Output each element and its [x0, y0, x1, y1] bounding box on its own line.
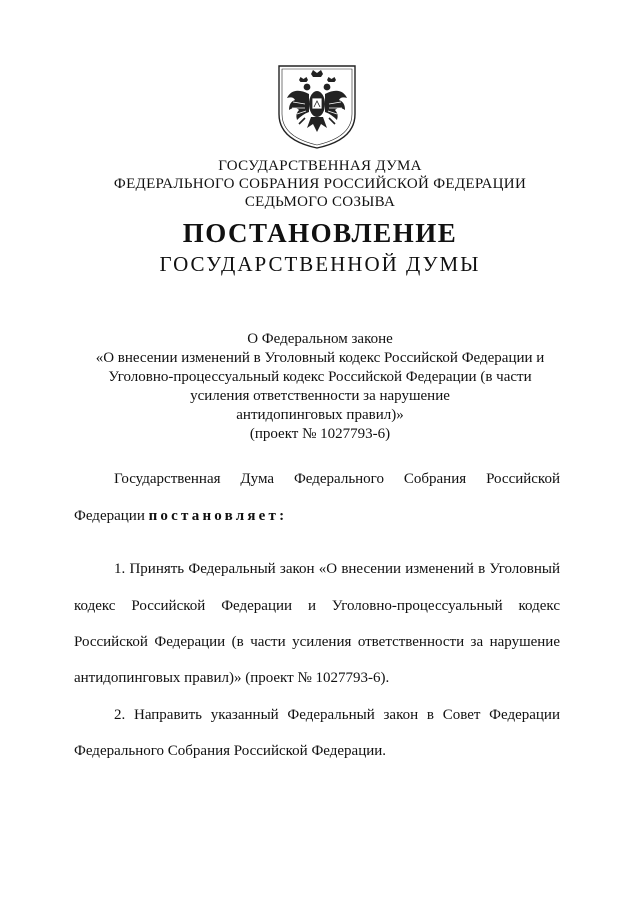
item-1-line-2: кодекс Российской Федерации и Уголовно-процессуальный кодекс	[74, 598, 560, 614]
about-line-6: (проект № 1027793-6)	[249, 426, 391, 442]
about-line-1: О Федеральном законе	[247, 331, 393, 347]
preamble-line-2	[74, 506, 560, 526]
item-2-line-2: Федерального Собрания Российской Федерации.	[74, 743, 387, 759]
decree-verb: постановляет:	[148, 508, 288, 524]
preamble-line-1: Государственная Дума Федерального Собрания Российской	[114, 471, 560, 487]
about-line-4: усиления ответственности за нарушение	[190, 388, 450, 404]
about-line-3: Уголовно-процессуальный кодекс Российской Федерации (в части	[108, 369, 532, 385]
header-line-2: ФЕДЕРАЛЬНОГО СОБРАНИЯ РОССИЙСКОЙ ФЕДЕРАЦИИ	[113, 176, 527, 192]
item-1-line-4: антидопинговых правил)» (проект № 1027793-6).	[74, 670, 390, 686]
coat-of-arms-emblem	[275, 62, 359, 150]
preamble-start: Федерации	[74, 508, 149, 524]
about-line-5: антидопинговых правил)»	[236, 407, 404, 423]
document-subtitle: ГОСУДАРСТВЕННОЙ ДУМЫ	[159, 252, 481, 276]
header-line-1: ГОСУДАРСТВЕННАЯ ДУМА	[218, 158, 422, 174]
item-1-line-3: Российской Федерации (в части усиления ответственности за нарушение	[74, 634, 560, 650]
item-2-line-1: 2. Направить указанный Федеральный закон в Совет Федерации	[114, 707, 560, 723]
about-line-2: «О внесении изменений в Уголовный кодекс Российской Федерации и	[95, 350, 545, 366]
item-1-line-1: 1. Принять Федеральный закон «О внесении изменений в Уголовный	[114, 561, 560, 577]
header-line-3: СЕДЬМОГО СОЗЫВА	[244, 194, 396, 210]
document-title: ПОСТАНОВЛЕНИЕ	[182, 218, 458, 248]
